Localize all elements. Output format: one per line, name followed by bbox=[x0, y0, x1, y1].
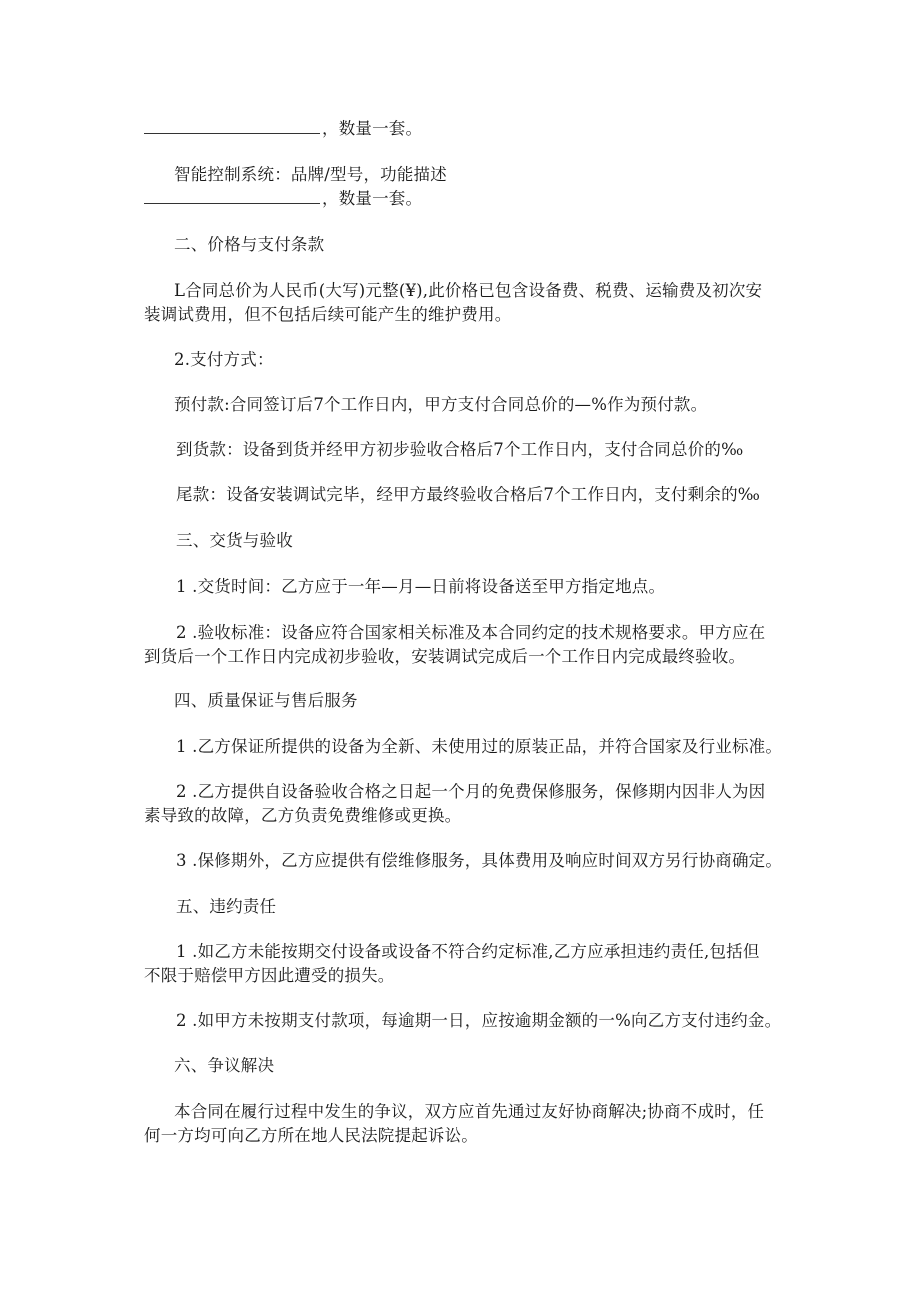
paragraph-line: 预付款:合同签订后7个工作日内，甲方支付合同总价的—%作为预付款。 bbox=[174, 395, 708, 414]
paragraph-line: 装调试费用，但不包括后续可能产生的维护费用。 bbox=[144, 305, 512, 324]
paragraph-line: 1 .乙方保证所提供的设备为全新、未使用过的原装正品，并符合国家及行业标准。 bbox=[176, 737, 783, 756]
fill-in-blank bbox=[144, 118, 320, 134]
paragraph-line: 3 .保修期外，乙方应提供有偿维修服务，具体费用及响应时间双方另行协商确定。 bbox=[176, 851, 783, 870]
quantity-text: ，数量一套。 bbox=[322, 119, 423, 138]
paragraph-line: 素导致的故障，乙方负责免费维修或更换。 bbox=[144, 806, 462, 825]
quantity-text: ，数量一套。 bbox=[322, 189, 423, 208]
section-heading-dispute: 六、争议解决 bbox=[174, 1056, 275, 1075]
paragraph-line: 何一方均可向乙方所在地人民法院提起诉讼。 bbox=[144, 1126, 478, 1145]
paragraph-line: 1 .交货时间：乙方应于一年—月—日前将设备送至甲方指定地点。 bbox=[176, 577, 666, 596]
paragraph-line: 1 .如乙方未能按期交付设备或设备不符合约定标准,乙方应承担违约责任,包括但 bbox=[176, 942, 760, 961]
equipment-line-blank bbox=[144, 117, 422, 141]
paragraph-line: 2 .验收标准：设备应符合国家相关标准及本合同约定的技术规格要求。甲方应在 bbox=[176, 623, 766, 642]
section-heading-breach: 五、违约责任 bbox=[176, 897, 277, 916]
paragraph-line: 到货款：设备到货并经甲方初步验收合格后7个工作日内，支付合同总价的‰ bbox=[176, 440, 744, 459]
section-heading-quality-service: 四、质量保证与售后服务 bbox=[174, 691, 358, 710]
paragraph-line: 尾款：设备安装调试完毕，经甲方最终验收合格后7个工作日内，支付剩余的‰ bbox=[176, 485, 761, 504]
section-heading-price-payment: 二、价格与支付条款 bbox=[174, 235, 325, 254]
paragraph-line: 不限于赔偿甲方因此遭受的损失。 bbox=[144, 966, 395, 985]
fill-in-blank bbox=[144, 188, 320, 204]
smart-control-system-line: 智能控制系统：品牌/型号，功能描述 bbox=[174, 165, 447, 184]
paragraph-line: L合同总价为人民币(大写)元整(¥),此价格已包含设备费、税费、运输费及初次安 bbox=[174, 281, 763, 300]
paragraph-line: 到货后一个工作日内完成初步验收，安装调试完成后一个工作日内完成最终验收。 bbox=[144, 647, 746, 666]
equipment-line-blank bbox=[144, 187, 422, 211]
paragraph-line: 2 .如甲方未按期支付款项，每逾期一日，应按逾期金额的一%向乙方支付违约金。 bbox=[176, 1011, 782, 1030]
paragraph-line: 本合同在履行过程中发生的争议，双方应首先通过友好协商解决;协商不成时，任 bbox=[174, 1102, 765, 1121]
section-heading-delivery-acceptance: 三、交货与验收 bbox=[176, 531, 293, 550]
paragraph-line: 2.支付方式： bbox=[174, 350, 274, 369]
paragraph-line: 2 .乙方提供自设备验收合格之日起一个月的免费保修服务，保修期内因非人为因 bbox=[176, 782, 766, 801]
